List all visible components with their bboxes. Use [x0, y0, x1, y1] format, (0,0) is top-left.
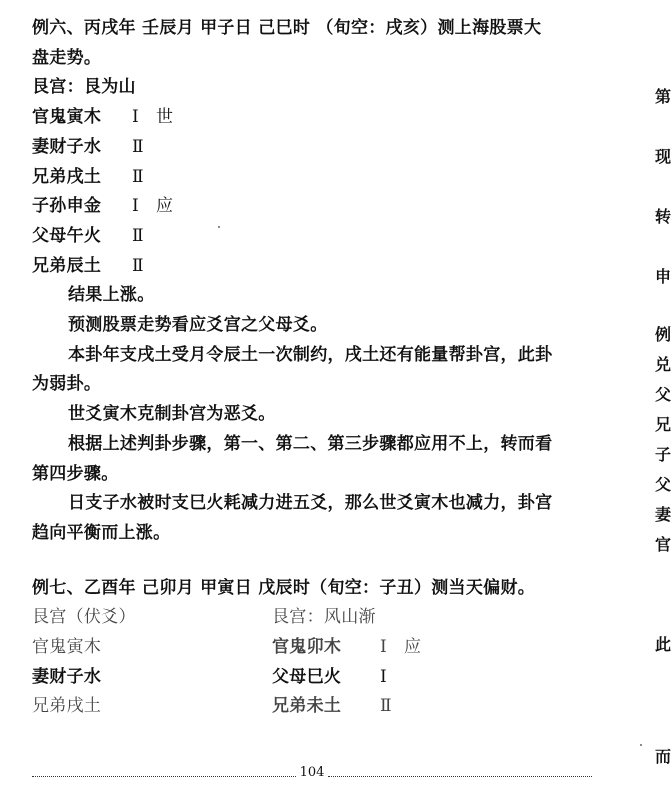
- footer-dots-right: [328, 767, 592, 777]
- yao-name: 兄弟辰土: [32, 255, 102, 276]
- left-palace: 艮宫（伏爻）: [32, 607, 136, 628]
- margin-char: 官: [655, 535, 672, 554]
- yao-mark: Ⅱ: [132, 136, 144, 157]
- margin-char: 此: [655, 635, 672, 654]
- paragraph-2-line2: 为弱卦。: [32, 374, 102, 395]
- example6-palace: 艮宫：艮为山: [32, 77, 136, 98]
- yao-name: 父母午火: [32, 225, 102, 246]
- hexagram-line: [32, 222, 632, 252]
- left-yao: 妻财子水: [32, 666, 102, 687]
- page-number: 104: [299, 764, 325, 780]
- yao-name: 父母巳火: [272, 666, 342, 687]
- yao-role: 应: [404, 637, 422, 658]
- yao-mark: Ⅱ: [132, 255, 144, 276]
- yao-mark: Ⅰ: [380, 666, 388, 687]
- margin-char: 兑: [655, 355, 672, 374]
- paragraph-5-line1: 日支子水被时支巳火耗减力进五爻，那么世爻寅木也减力，卦宫: [68, 493, 553, 514]
- margin-char: 申: [655, 267, 672, 286]
- scan-speck: [218, 226, 220, 228]
- yao-role: 应: [156, 196, 174, 217]
- yao-name: 子孙申金: [32, 196, 102, 217]
- paragraph-5-line2: 趋向平衡而上涨。: [32, 522, 171, 543]
- right-margin-bleed: [655, 0, 672, 787]
- yao-role: 世: [156, 107, 174, 128]
- yao-name: 妻财子水: [32, 136, 102, 157]
- yao-mark: Ⅰ: [132, 107, 140, 128]
- yao-mark: Ⅱ: [380, 696, 392, 717]
- paragraph-4-line2: 第四步骤。: [32, 463, 119, 484]
- main-text: [32, 14, 632, 722]
- example6-title-line2: 盘走势。: [32, 47, 102, 68]
- example6-title-line1: 例六、丙戌年 壬辰月 甲子日 己巳时 （旬空：戌亥）测上海股票大: [32, 18, 542, 38]
- example7-palace-row: [32, 603, 632, 633]
- margin-char: 兄: [655, 415, 672, 434]
- margin-char: 转: [655, 207, 672, 226]
- margin-char: 而: [655, 747, 672, 766]
- yao-name: 兄弟未土: [272, 696, 342, 717]
- hexagram-line: [32, 133, 632, 163]
- paragraph-2-line1: 本卦年支戌土受月令辰土一次制约，戌土还有能量帮卦宫，此卦: [68, 344, 553, 365]
- yao-mark: Ⅰ: [380, 637, 388, 658]
- margin-char: 父: [655, 475, 672, 494]
- paragraph-3: 世爻寅木克制卦宫为恶爻。: [68, 404, 276, 425]
- hexagram-line: [32, 103, 632, 133]
- margin-char: 父: [655, 385, 672, 404]
- paragraph-4-line1: 根据上述判卦步骤，第一、第二、第三步骤都应用不上，转而看: [68, 433, 553, 454]
- yao-mark: Ⅱ: [132, 225, 144, 246]
- example7-line-row: [32, 633, 632, 663]
- example7-line-row: [32, 663, 632, 693]
- right-palace: 艮宫：风山渐: [272, 607, 376, 628]
- result-paragraph: 结果上涨。: [68, 285, 155, 306]
- yao-mark: Ⅱ: [132, 166, 144, 187]
- footer-dots-left: [32, 767, 296, 777]
- page-footer: [32, 762, 592, 782]
- margin-char: 妻: [655, 505, 672, 524]
- margin-char: 第: [655, 87, 672, 106]
- margin-char: 子: [655, 445, 672, 464]
- left-yao: 官鬼寅木: [32, 637, 102, 658]
- hexagram-line: [32, 252, 632, 282]
- hexagram-line: [32, 163, 632, 193]
- margin-char: 现: [655, 147, 672, 166]
- left-yao: 兄弟戌土: [32, 696, 102, 717]
- hexagram-line: [32, 192, 632, 222]
- scan-speck: [640, 744, 642, 746]
- paragraph-1: 预测股票走势看应爻宫之父母爻。: [68, 315, 328, 336]
- yao-mark: Ⅰ: [132, 196, 140, 217]
- example7-line-row: [32, 692, 632, 722]
- yao-name: 官鬼卯木: [272, 637, 342, 658]
- yao-name: 官鬼寅木: [32, 107, 102, 128]
- example7-title: 例七、乙酉年 己卯月 甲寅日 戊辰时（旬空：子丑）测当天偏财。: [32, 577, 536, 598]
- yao-name: 兄弟戌土: [32, 166, 102, 187]
- margin-char: 例: [655, 325, 672, 344]
